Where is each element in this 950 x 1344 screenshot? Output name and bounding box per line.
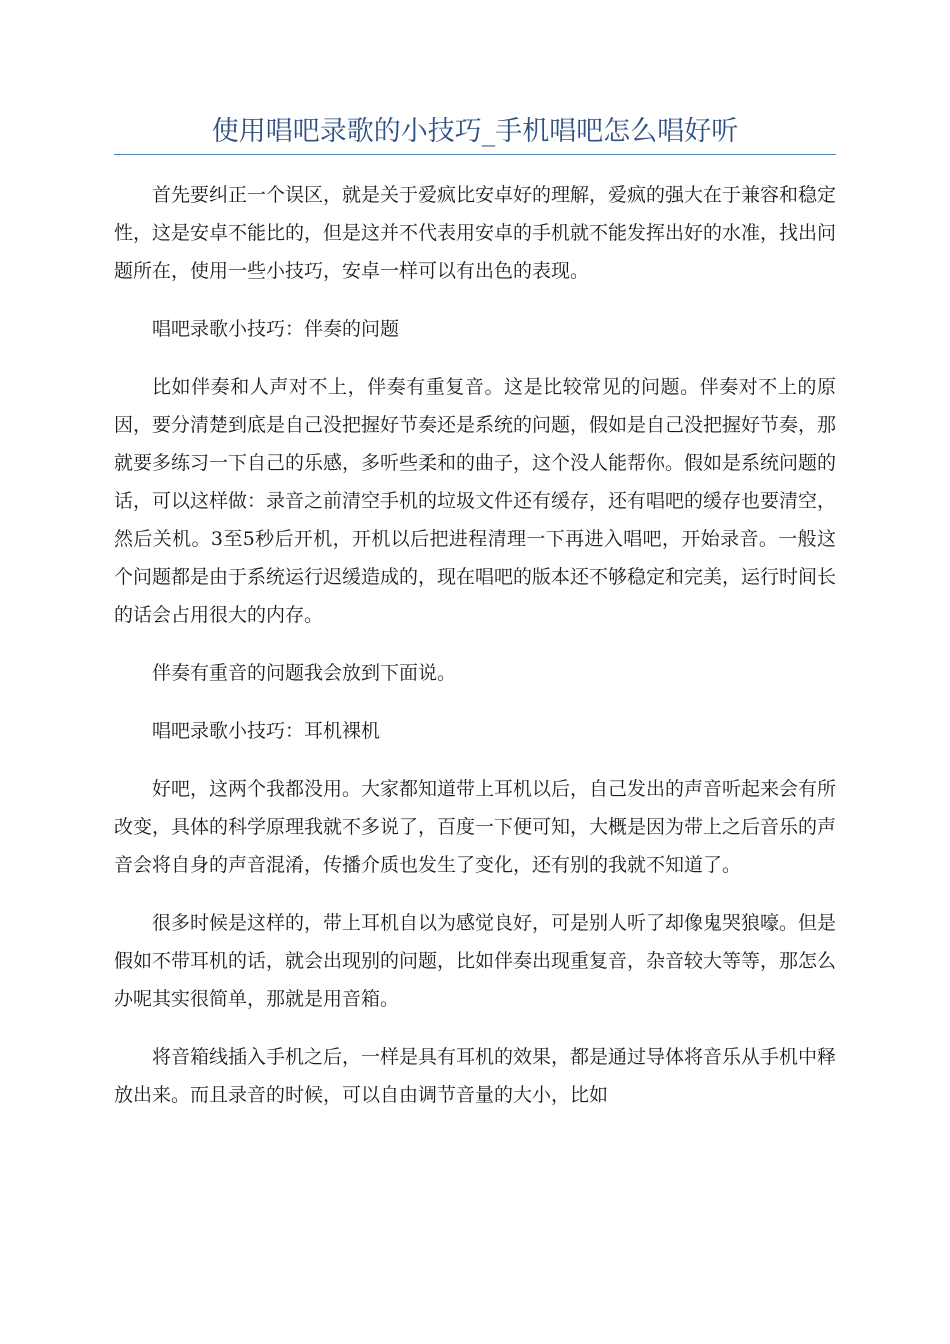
paragraph-intro: 首先要纠正一个误区，就是关于爱疯比安卓好的理解，爱疯的强大在于兼容和稳定性，这是安卓不能比的，但是这并不代表用安卓的手机就不能发挥出好的水准，找出问题所在，使用一些小技巧，安卓一样可以有出色的表现。: [114, 184, 837, 282]
paragraph-accompaniment: 比如伴奏和人声对不上，伴奏有重复音。这是比较常见的问题。伴奏对不上的原因，要分清楚到底是自己没把握好节奏还是系统的问题，假如是自己没把握好节奏，那就要多练习一下自己的乐感，多听些柔和的曲子，这个没人能帮你。假如是系统问题的话，可以这样做：录音之前清空手机的垃圾文件还有缓存，还有唱吧的缓存也要清空，然后关机。3至5秒后开机，开机以后把进程清理一下再进入唱吧，开始录音。一般这个问题都是由于系统运行迟缓造成的，现在唱吧的版本还不够稳定和完美，运行时间长的话会占用很大的内存。: [114, 376, 837, 626]
section-heading-accompaniment: 唱吧录歌小技巧：伴奏的问题: [152, 318, 400, 340]
page-title: 使用唱吧录歌的小技巧_手机唱吧怎么唱好听: [211, 116, 739, 147]
paragraph-speakers-intro: 很多时候是这样的，带上耳机自以为感觉良好，可是别人听了却像鬼哭狼嚎。但是假如不带耳机的话，就会出现别的问题，比如伴奏出现重复音，杂音较大等等，那怎么办呢其实很简单，那就是用音箱。: [114, 912, 837, 1010]
document-body: [114, 176, 836, 1134]
title-underline: [114, 154, 836, 155]
paragraph-repeat-note: 伴奏有重音的问题我会放到下面说。: [152, 662, 457, 684]
paragraph-speakers: 将音箱线插入手机之后，一样是具有耳机的效果，都是通过导体将音乐从手机中释放出来。而且录音的时候，可以自由调节音量的大小，比如: [114, 1046, 837, 1106]
section-heading-headphones: 唱吧录歌小技巧：耳机裸机: [152, 720, 381, 742]
paragraph-headphones: 好吧，这两个我都没用。大家都知道带上耳机以后，自己发出的声音听起来会有所改变，具体的科学原理我就不多说了，百度一下便可知，大概是因为带上之后音乐的声音会将自身的声音混淆，传播介质也发生了变化，还有别的我就不知道了。: [114, 778, 837, 876]
